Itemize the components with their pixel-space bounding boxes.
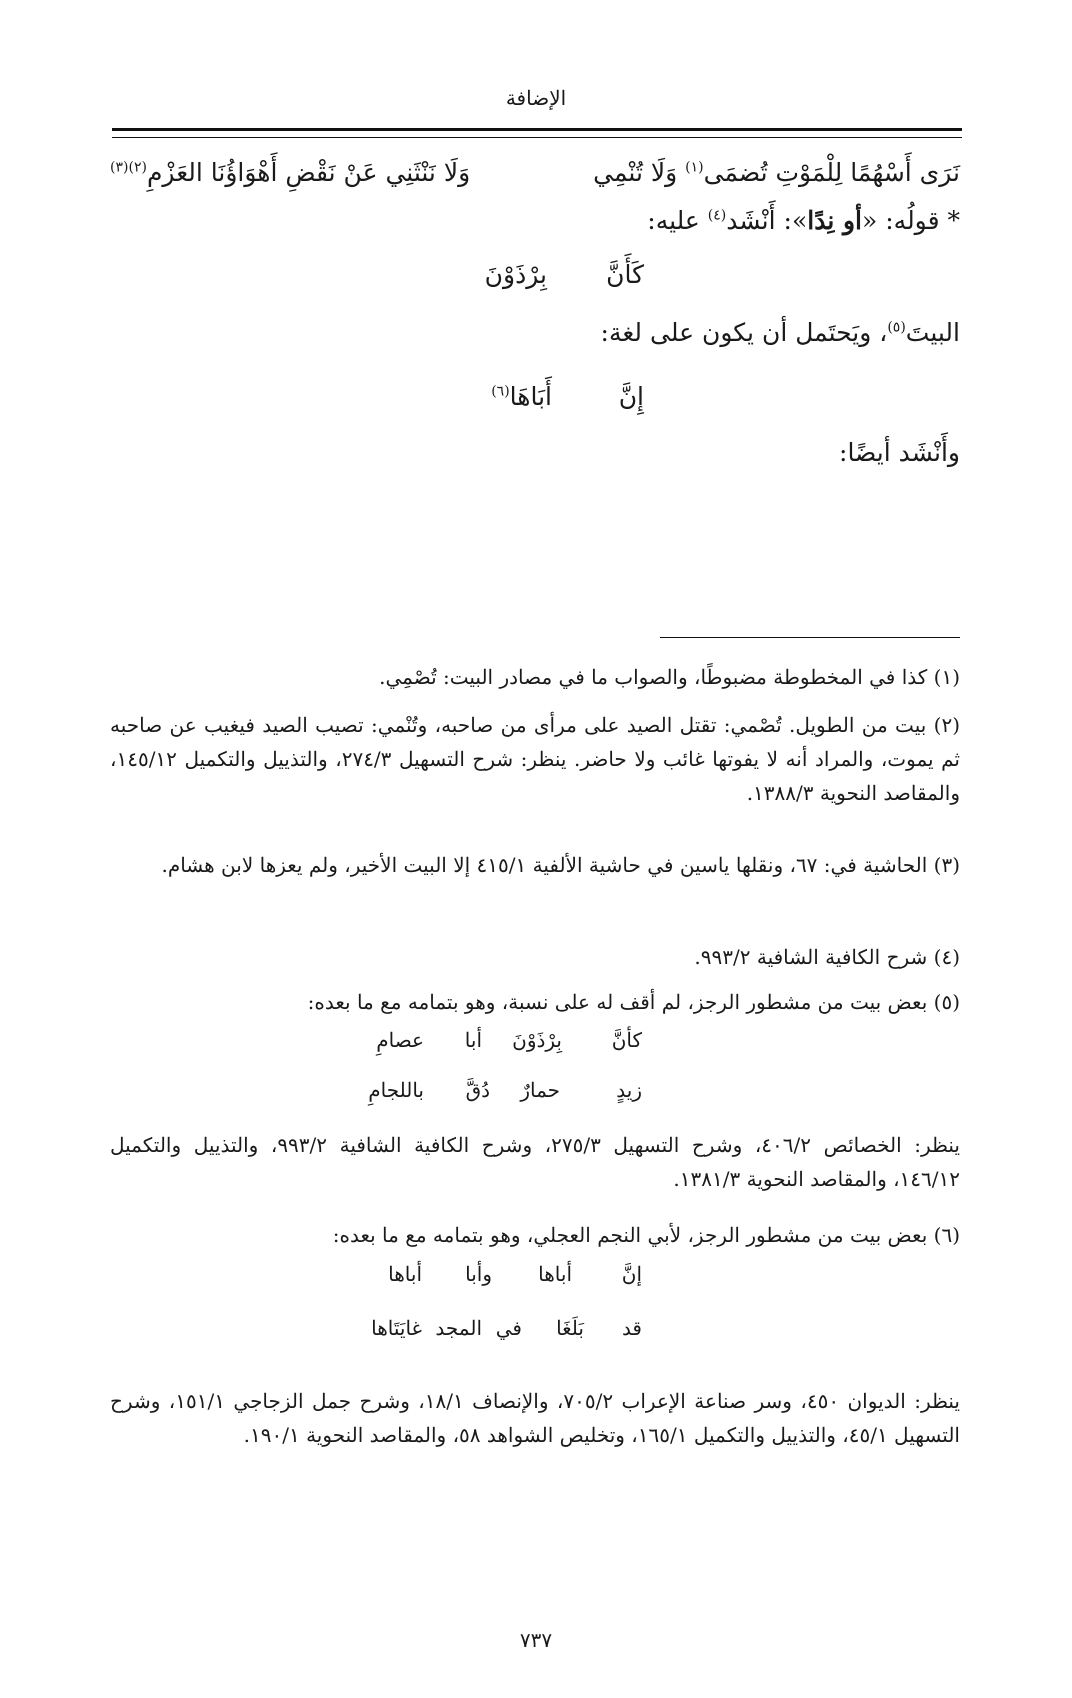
footnote-verse-word: أبا [464, 1028, 482, 1052]
footnote-verse-word: بِرْذَوْنَ [512, 1028, 562, 1052]
verse-2-word: بِرْذَوْنَ [484, 260, 547, 289]
footnote-verse-word: أباها [538, 1262, 572, 1286]
footnote-verse-word: أباها [388, 1262, 422, 1286]
verse-2-word: كَأَنَّ [606, 260, 644, 289]
page-number: ٧٣٧ [519, 1628, 553, 1652]
footnote-ref: (٢)(٣) [110, 159, 147, 176]
footnote-verse-word: كأنَّ [611, 1028, 642, 1052]
footnote-verse-word: غايَتَاها [371, 1316, 422, 1340]
footnote-ref: (٥) [887, 319, 906, 336]
footnote-5-references: ينظر: الخصائص ٤٠٦/٢، وشرح التسهيل ٢٧٥/٣، وشرح الكافية الشافية ٩٩٣/٢، والتذييل والتكميل ١٤٦/١٢، والمقاصد النحوية ١٣٨١/٣. [110, 1133, 960, 1191]
footnote-verse-word: باللجامِ [368, 1078, 424, 1102]
footnote-3: (٣) الحاشية في: ٦٧، ونقلها ياسين في حاشية الألفية ٤١٥/١ إلا البيت الأخير، ولم يعزها لابن هشام. [161, 853, 960, 877]
footnote-2: (٢) بيت من الطويل. تُصْمي: تقتل الصيد على مرأى من صاحبه، وتُنْمي: تصيب الصيد فيغيب عن صاحبه ثم يموت، والمراد أنه لا يفوتها غائب ولا حاضر. ينظر: شرح التسهيل ٢٧٤/٣، والتذييل والتكميل ١٤٥/١٢، والمقاصد النحوية ١٣٨٨/٣. [110, 713, 961, 805]
footnote-1: (١) كذا في المخطوطة مضبوطًا، والصواب ما في مصادر البيت: تُصْمِي. [379, 665, 960, 689]
footnote-verse-word: زيدٍ [616, 1078, 642, 1102]
commentary-line: البيتَ$^{(٥)}$، ويَحتَمل أن يكون على لغة: [600, 318, 960, 347]
verse-3-word: أَبَاهَا$^{(٦)}$ [491, 382, 552, 411]
footnote-ref: (٤) [707, 207, 727, 224]
lemma: أو نِدًا [807, 206, 862, 235]
footnote-verse-word: حمارٌ [520, 1078, 560, 1102]
verse-1-first-hemistich: نَرَى أَسْهُمًا لِلْمَوْتِ تُضمَى$^{(١)}$ وَلَا تُنْمِي [593, 158, 960, 187]
footnote-ref: (٦) [491, 383, 510, 400]
header-rule-thick [112, 128, 962, 131]
header-rule-thin [112, 137, 962, 138]
verse-1-second-hemistich: وَلَا نَنْثَنِي عَنْ نَقْضِ أَهْوَاؤُنَا العَزْمِ$^{(٢)(٣)}$ [110, 158, 471, 187]
footnote-4: (٤) شرح الكافية الشافية ٩٩٣/٢. [694, 945, 960, 969]
verse-3-word: إِنَّ [618, 382, 644, 411]
footnote-6-references: ينظر: الديوان ٤٥٠، وسر صناعة الإعراب ٧٠٥/٢، والإنصاف ١٨/١، وشرح جمل الزجاجي ١٥١/١، وشرح التسهيل ٤٥/١، والتذييل والتكميل ١٦٥/١، وتخليص الشواهد ٥٨، والمقاصد النحوية ١٩٠/١. [110, 1389, 960, 1447]
verse-1 [110, 158, 960, 202]
footnote-6: (٦) بعض بيت من مشطور الرجز، لأبي النجم العجلي، وهو بتمامه مع ما بعده: [332, 1223, 960, 1247]
footnote-verse-word: إنَّ [621, 1262, 642, 1286]
footnote-ref: (١) [685, 159, 704, 176]
footnote-verse-word: في [495, 1316, 522, 1340]
footnote-separator [660, 637, 960, 638]
footnote-verse-word: عصامِ [376, 1028, 424, 1052]
footnote-verse-word: دُقَّ [465, 1078, 490, 1102]
footnote-5: (٥) بعض بيت من مشطور الرجز، لم أقف له على نسبة، وهو بتمامه مع ما بعده: [307, 990, 960, 1014]
running-title: الإضافة [505, 86, 567, 110]
footnote-verse-word: المجد [435, 1316, 482, 1340]
footnote-verse-word: وأبا [465, 1262, 492, 1286]
commentary-line: * قولُه: «أو نِدًا»: أَنْشَد$^{(٤)}$ عليه: [647, 206, 960, 235]
footnote-verse-word: قد [621, 1316, 642, 1340]
commentary-line: وأَنْشَد أيضًا: [839, 438, 960, 467]
footnote-verse-word: بَلَغَا [556, 1316, 584, 1340]
